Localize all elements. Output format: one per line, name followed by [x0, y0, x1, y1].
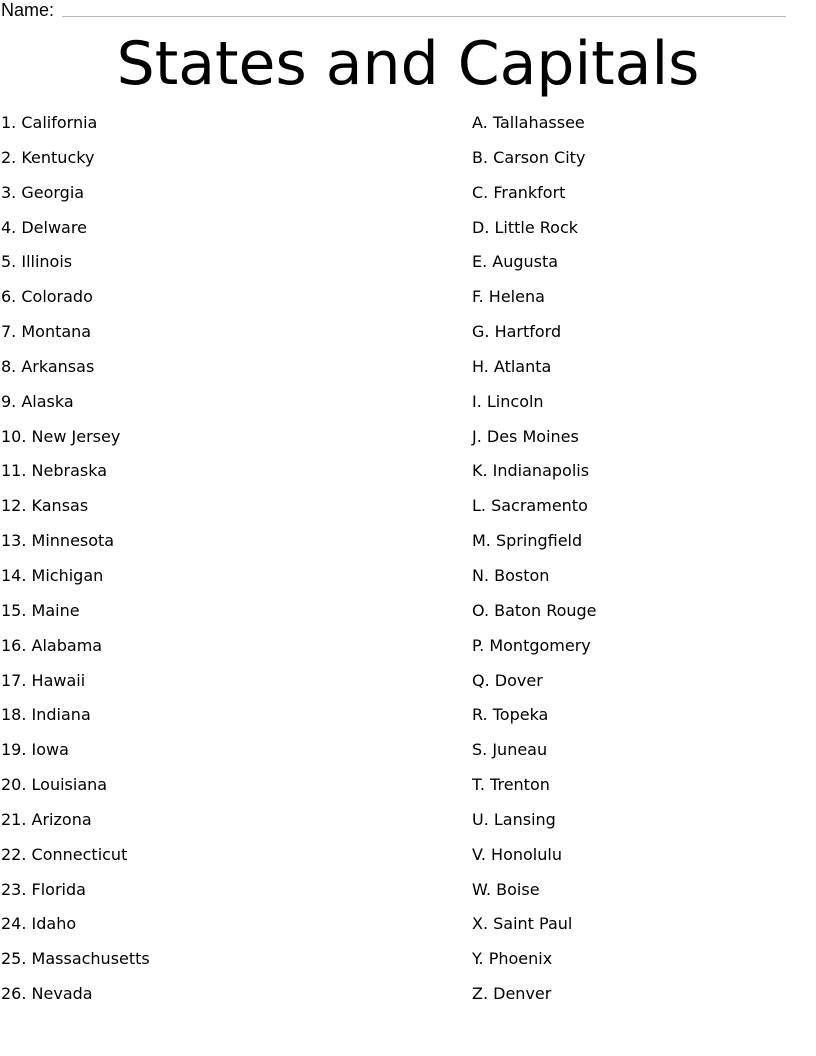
capital-item: V. Honolulu: [472, 844, 562, 864]
capital-item: S. Juneau: [472, 740, 548, 760]
capital-item: E. Augusta: [472, 252, 559, 272]
capital-item: T. Trenton: [472, 775, 550, 795]
capital-item: H. Atlanta: [472, 356, 552, 376]
capital-item: Y. Phoenix: [472, 949, 553, 969]
capital-item: P. Montgomery: [472, 635, 591, 655]
state-item: 15. Maine: [1, 600, 80, 620]
state-item: 12. Kansas: [1, 496, 89, 516]
capital-item: G. Hartford: [472, 322, 562, 342]
state-item: 4. Delware: [1, 217, 87, 237]
state-item: 24. Idaho: [1, 914, 77, 934]
capital-item: Q. Dover: [472, 670, 543, 690]
state-item: 11. Nebraska: [1, 461, 108, 481]
name-label: Name:: [1, 0, 55, 20]
capital-item: K. Indianapolis: [472, 461, 590, 481]
states-list: [1, 110, 441, 1016]
state-item: 25. Massachusetts: [1, 949, 150, 969]
state-item: 8. Arkansas: [1, 356, 95, 376]
name-line[interactable]: [62, 16, 786, 17]
capital-item: N. Boston: [472, 565, 550, 585]
name-field-row: [0, 0, 790, 22]
capital-item: D. Little Rock: [472, 217, 579, 237]
capital-item: C. Frankfort: [472, 182, 566, 202]
state-item: 13. Minnesota: [1, 531, 115, 551]
state-item: 1. California: [1, 113, 98, 132]
capital-item: W. Boise: [472, 879, 540, 899]
state-item: 5. Illinois: [1, 252, 73, 272]
state-item: 7. Montana: [1, 322, 92, 342]
state-item: 6. Colorado: [1, 287, 93, 307]
state-item: 17. Hawaii: [1, 670, 86, 690]
capital-item: J. Des Moines: [472, 426, 579, 446]
state-item: 26. Nevada: [1, 984, 93, 1004]
state-item: 21. Arizona: [1, 809, 92, 829]
state-item: 14. Michigan: [1, 565, 104, 585]
capital-item: I. Lincoln: [472, 391, 544, 411]
page-title: States and Capitals: [116, 29, 700, 99]
capital-item: U. Lansing: [472, 809, 556, 829]
capital-item: O. Baton Rouge: [472, 600, 597, 620]
state-item: 18. Indiana: [1, 705, 91, 725]
capital-item: X. Saint Paul: [472, 914, 573, 934]
capitals-list: [472, 110, 802, 1016]
capital-item: A. Tallahassee: [472, 113, 585, 132]
state-item: 23. Florida: [1, 879, 86, 899]
capital-item: R. Topeka: [472, 705, 549, 725]
state-item: 16. Alabama: [1, 635, 103, 655]
capital-item: M. Springfield: [472, 531, 583, 551]
state-item: 22. Connecticut: [1, 844, 128, 864]
state-item: 2. Kentucky: [1, 147, 95, 167]
state-item: 3. Georgia: [1, 182, 85, 202]
state-item: 19. Iowa: [1, 740, 69, 760]
state-item: 9. Alaska: [1, 391, 74, 411]
capital-item: L. Sacramento: [472, 496, 588, 516]
state-item: 20. Louisiana: [1, 775, 108, 795]
capital-item: Z. Denver: [472, 984, 552, 1004]
capital-item: B. Carson City: [472, 147, 586, 167]
capital-item: F. Helena: [472, 287, 545, 307]
state-item: 10. New Jersey: [1, 426, 121, 446]
